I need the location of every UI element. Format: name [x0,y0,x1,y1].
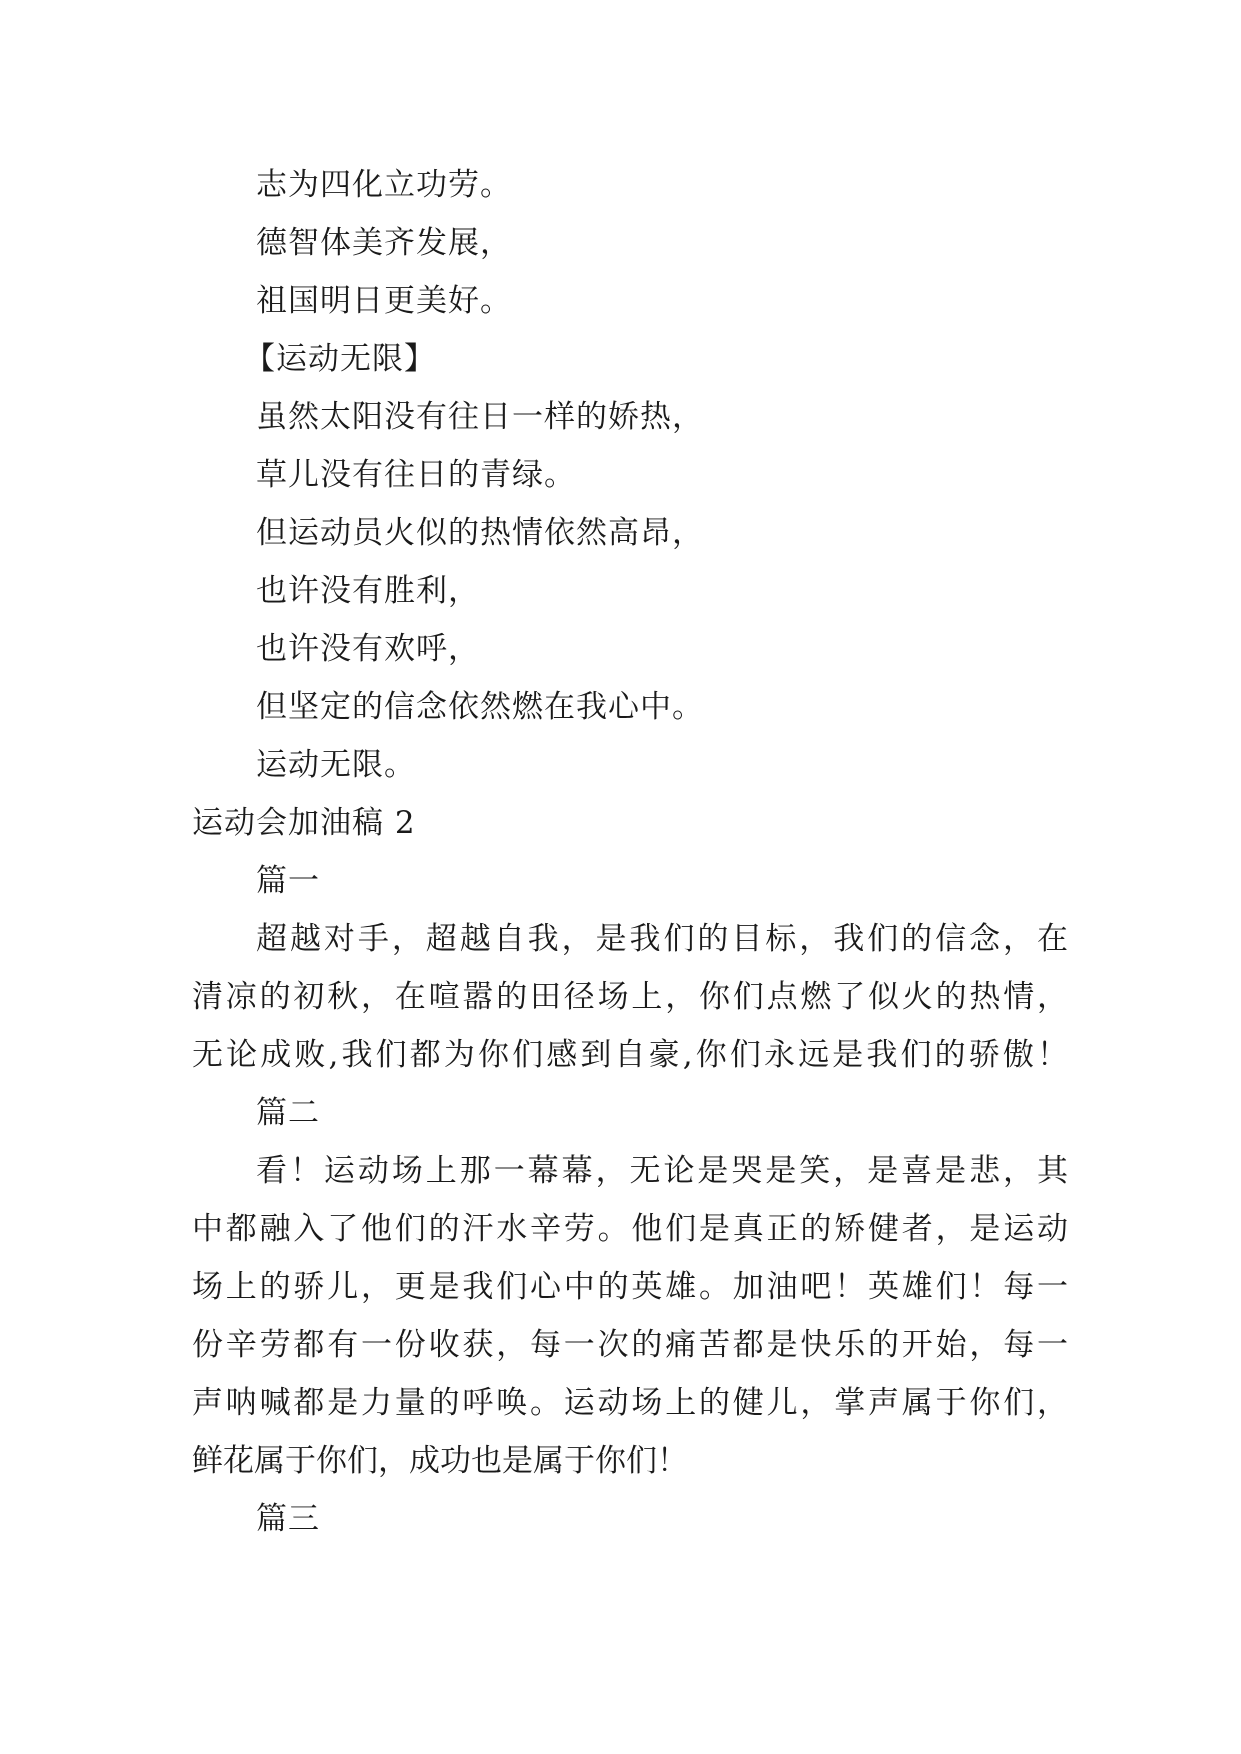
section-title: 运动会加油稿 2 [192,805,416,841]
paragraph-line: 声呐喊都是力量的呼唤。运动场上的健儿，掌声属于你们， [192,1385,1068,1421]
poem-line: 但运动员火似的热情依然高昂， [256,515,704,551]
subsection-heading: 篇三 [256,1501,320,1537]
poem-line: 祖国明日更美好。 [256,283,512,319]
paragraph-line: 清凉的初秋，在喧嚣的田径场上，你们点燃了似火的热情， [192,979,1068,1015]
poem-line: 也许没有胜利， [256,573,480,609]
paragraph-line: 中都融入了他们的汗水辛劳。他们是真正的矫健者，是运动 [192,1211,1068,1247]
poem-heading: 【运动无限】 [244,341,436,377]
paragraph-line: 超越对手，超越自我，是我们的目标，我们的信念，在 [256,921,1068,957]
paragraph-line: 份辛劳都有一份收获，每一次的痛苦都是快乐的开始，每一 [192,1327,1068,1363]
subsection-heading: 篇一 [256,863,320,899]
poem-line: 但坚定的信念依然燃在我心中。 [256,689,704,725]
poem-line: 志为四化立功劳。 [256,167,512,203]
subsection-heading: 篇二 [256,1095,320,1131]
paragraph-line: 场上的骄儿，更是我们心中的英雄。加油吧！英雄们！每一 [192,1269,1068,1305]
poem-line: 运动无限。 [256,747,416,783]
paragraph-line: 无论成败,我们都为你们感到自豪,你们永远是我们的骄傲！ [192,1037,1068,1073]
paragraph-line: 鲜花属于你们，成功也是属于你们！ [192,1443,688,1479]
paragraph-line: 看！运动场上那一幕幕，无论是哭是笑，是喜是悲，其 [256,1153,1068,1189]
poem-line: 草儿没有往日的青绿。 [256,457,576,493]
poem-line: 虽然太阳没有往日一样的娇热， [256,399,704,435]
poem-line: 也许没有欢呼， [256,631,480,667]
poem-line: 德智体美齐发展， [256,225,512,261]
